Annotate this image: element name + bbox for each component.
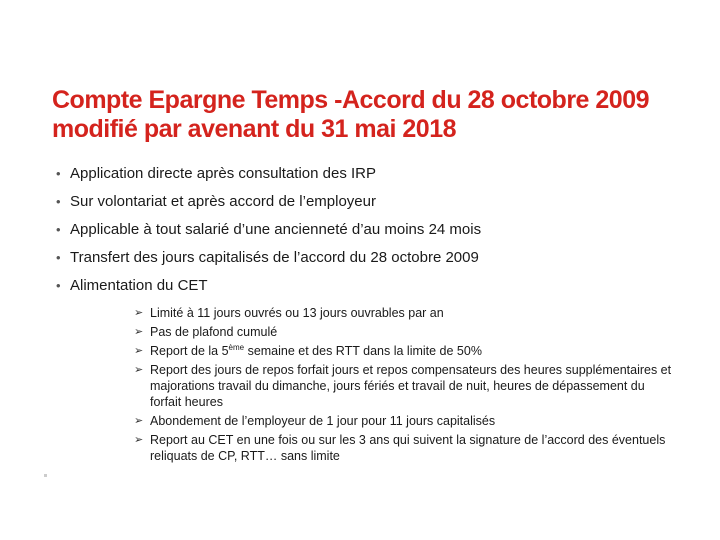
bullet-text: Transfert des jours capitalisés de l’accord du 28 octobre 2009 [70,249,479,266]
title-line-1: Compte Epargne Temps -Accord du 28 octobre 2009 [52,86,650,114]
sub-bullet-text: Abondement de l’employeur de 1 jour pour 11 jours capitalisés [150,414,496,428]
arrow-bullet-icon: ➢ [134,415,144,427]
sub-bullet-text-before: Report de la 5 [150,344,229,358]
arrow-bullet-icon: ➢ [134,345,144,357]
bullet-dot-icon: • [56,222,61,237]
bullet-item [56,193,696,211]
bullet-dot-icon: • [56,250,61,265]
arrow-bullet-icon: ➢ [134,434,144,446]
bullet-item [56,165,696,183]
decorative-mark [44,474,47,477]
bullet-item [56,249,696,267]
sub-bullet-text: Report des jours de repos forfait jours et repos compensateurs des heures supplémentaires et majorations travail du dimanche, jours fériés et travail de nuit, heures de dépassement du forfait heures [150,363,672,409]
bullet-dot-icon: • [56,278,61,293]
bullet-text: Sur volontariat et après accord de l’employeur [70,193,376,210]
sub-bullet-item [134,413,679,429]
sub-bullet-item [134,432,679,464]
arrow-bullet-icon: ➢ [134,326,144,338]
sub-bullet-item [134,324,679,340]
bullet-text: Alimentation du CET [70,277,208,294]
bullet-list [56,165,696,305]
sub-bullet-item [134,343,679,359]
sub-bullet-item [134,362,679,410]
sub-bullet-text: Pas de plafond cumulé [150,325,278,339]
sub-bullet-item [134,305,679,321]
bullet-text: Applicable à tout salarié d’une ancienneté d’au moins 24 mois [70,221,482,238]
title-line-2: modifié par avenant du 31 mai 2018 [52,115,456,143]
sub-bullet-text-after: semaine et des RTT dans la limite de 50% [244,344,482,358]
sub-bullet-text: Limité à 11 jours ouvrés ou 13 jours ouvrables par an [150,306,444,320]
bullet-dot-icon: • [56,194,61,209]
slide-title [52,86,692,144]
arrow-bullet-icon: ➢ [134,307,144,319]
bullet-item [56,277,696,295]
sub-bullet-list [134,305,679,467]
sub-bullet-text: Report au CET en une fois ou sur les 3 ans qui suivent la signature de l’accord des éventuels reliquats de CP, RTT… sans limite [150,433,666,463]
bullet-text: Application directe après consultation des IRP [70,165,377,182]
bullet-item [56,221,696,239]
superscript: ème [228,342,245,352]
arrow-bullet-icon: ➢ [134,364,144,376]
bullet-dot-icon: • [56,166,61,181]
